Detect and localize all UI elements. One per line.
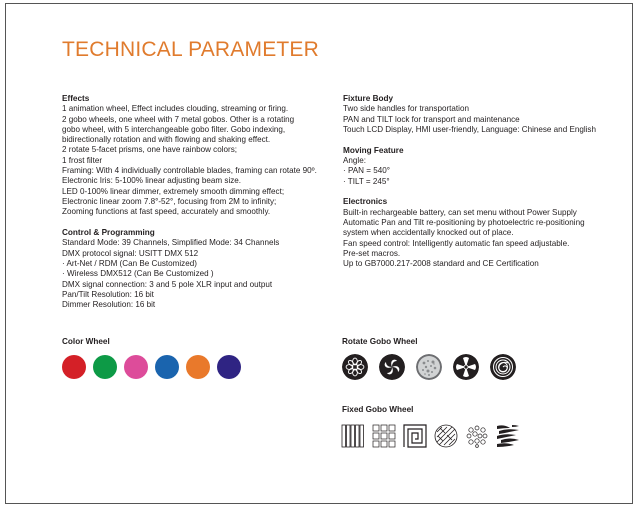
fixture-body-heading: Fixture Body: [343, 94, 394, 103]
spec-line: 2 rotate 5-facet prisms, one have rainbow colors;: [62, 145, 237, 155]
spec-line: DMX protocol signal: USITT DMX 512: [62, 248, 199, 258]
diagonal-gobo-icon: [434, 424, 458, 448]
spec-line: Automatic Pan and Tilt re-positioning by photoelectric re-positioning: [343, 217, 585, 227]
rotate-gobo-wheel: [342, 354, 516, 380]
spec-line: Two side handles for transportation: [343, 104, 469, 114]
spec-line: PAN and TILT lock for transport and maintenance: [343, 114, 520, 124]
spec-line: · TILT = 245°: [343, 176, 390, 186]
spec-line: · PAN = 540°: [343, 166, 390, 176]
flower-gobo-icon: [342, 354, 368, 380]
petal-gobo-icon: [453, 354, 479, 380]
control-list: [62, 238, 332, 310]
dots-gobo-icon: [465, 424, 489, 448]
spec-line: Dimmer Resolution: 16 bit: [62, 300, 156, 310]
fixed-gobo-wheel: [341, 424, 520, 448]
spec-line: Zooming functions at fast speed, accurately and smoothly.: [62, 207, 271, 217]
fixed-gobo-wheel-heading: Fixed Gobo Wheel: [342, 405, 414, 414]
right-column: [343, 94, 613, 269]
spec-line: Angle:: [343, 155, 366, 165]
spec-line: LED 0-100% linear dimmer, extremely smooth dimming effect;: [62, 186, 285, 196]
spec-line: 1 frost filter: [62, 155, 103, 165]
spec-line: Standard Mode: 39 Channels, Simplified Mode: 34 Channels: [62, 238, 280, 248]
spec-line: DMX signal connection: 3 and 5 pole XLR input and output: [62, 279, 273, 289]
square-spiral-gobo-icon: [403, 424, 427, 448]
fixture-body-list: [343, 104, 613, 135]
color-wheel-heading: Color Wheel: [62, 337, 110, 346]
bars-gobo-icon: [341, 424, 365, 448]
effects-heading: Effects: [62, 94, 90, 103]
grid-gobo-icon: [372, 424, 396, 448]
zebra-gobo-icon: [496, 424, 520, 448]
electronics-heading: Electronics: [343, 197, 388, 207]
spec-line: Built-in rechargeable battery, can set menu without Power Supply: [343, 207, 577, 217]
spec-line: Pre-set macros.: [343, 248, 401, 258]
color-swatch: [217, 355, 241, 379]
color-swatch: [155, 355, 179, 379]
control-heading: Control & Programming: [62, 228, 155, 238]
spec-line: system when accidentally knocked out of place.: [343, 228, 514, 238]
spec-line: · Art-Net / RDM (Can Be Customized): [62, 258, 197, 268]
color-swatch: [186, 355, 210, 379]
effects-list: [62, 104, 332, 217]
spec-line: Fan speed control: Intelligently automatic fan speed adjustable.: [343, 238, 570, 248]
color-wheel: [62, 355, 241, 379]
spec-line: gobo wheel, with 5 interchangeable gobo filter. Gobo indexing,: [62, 124, 286, 134]
spec-line: Framing: With 4 individually controllable blades, framing can rotate 90º.: [62, 166, 317, 176]
electronics-list: [343, 208, 613, 270]
color-swatch: [93, 355, 117, 379]
left-column: [62, 94, 332, 310]
mottled-gobo-icon: [416, 354, 442, 380]
color-swatch: [124, 355, 148, 379]
page-title: TECHNICAL PARAMETER: [62, 38, 319, 61]
spec-line: · Wireless DMX512 (Can Be Customized ): [62, 269, 214, 279]
spec-line: Electronic linear zoom 7.8°-52°, focusing from 2M to infinity;: [62, 196, 277, 206]
color-swatch: [62, 355, 86, 379]
spec-line: 1 animation wheel, Effect includes clouding, streaming or firing.: [62, 104, 289, 114]
moving-feature-heading: Moving Feature: [343, 145, 404, 155]
moving-feature-list: [343, 156, 613, 187]
spec-line: bidirectionally rotation and with flowing and shaking effect.: [62, 135, 271, 145]
spec-line: Electronic Iris: 5-100% linear adjusting beam size.: [62, 176, 242, 186]
spec-line: Touch LCD Display, HMI user-friendly, Language: Chinese and English: [343, 124, 596, 134]
spiral-gobo-icon: [490, 354, 516, 380]
rotate-gobo-wheel-heading: Rotate Gobo Wheel: [342, 337, 418, 346]
spec-line: 2 gobo wheels, one wheel with 7 metal gobos. Other is a rotating: [62, 114, 295, 124]
swirl-gobo-icon: [379, 354, 405, 380]
spec-line: Pan/Tilt Resolution: 16 bit: [62, 289, 154, 299]
spec-line: Up to GB7000.217-2008 standard and CE Certification: [343, 259, 539, 269]
